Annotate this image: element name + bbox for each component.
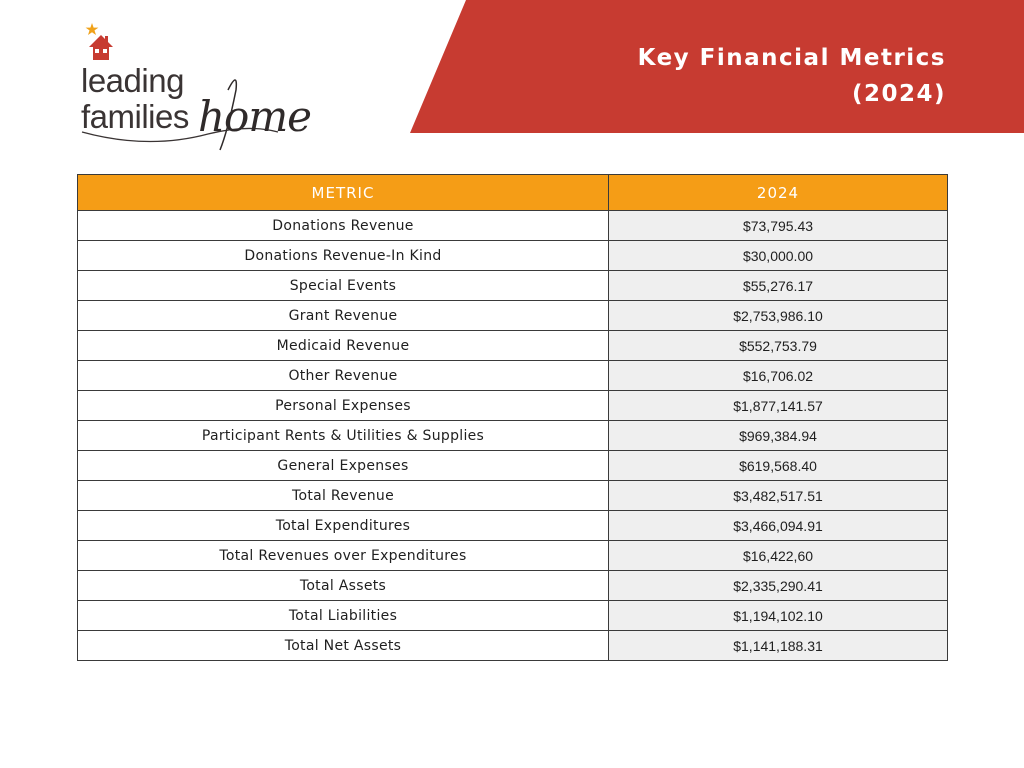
metric-cell: Donations Revenue-In Kind	[78, 241, 609, 271]
table-header-row	[78, 175, 948, 211]
table-row	[78, 601, 948, 631]
metric-cell: Other Revenue	[78, 361, 609, 391]
value-cell: $3,466,094.91	[609, 511, 948, 541]
table-row	[78, 421, 948, 451]
table-row	[78, 211, 948, 241]
value-cell: $969,384.94	[609, 421, 948, 451]
table-row	[78, 511, 948, 541]
value-cell: $16,422,60	[609, 541, 948, 571]
table-row	[78, 301, 948, 331]
page-title	[638, 40, 946, 112]
metric-cell: Medicaid Revenue	[78, 331, 609, 361]
house-icon	[89, 35, 113, 60]
value-cell: $1,194,102.10	[609, 601, 948, 631]
metric-cell: Total Assets	[78, 571, 609, 601]
metric-cell: Participant Rents & Utilities & Supplies	[78, 421, 609, 451]
table-row	[78, 571, 948, 601]
metric-cell: Total Expenditures	[78, 511, 609, 541]
metric-cell: General Expenses	[78, 451, 609, 481]
value-cell: $619,568.40	[609, 451, 948, 481]
table-row	[78, 331, 948, 361]
metric-cell: Total Net Assets	[78, 631, 609, 661]
table-row	[78, 631, 948, 661]
star-icon	[86, 23, 99, 35]
metric-cell: Total Liabilities	[78, 601, 609, 631]
table-row	[78, 391, 948, 421]
logo-text-line2: families	[81, 98, 189, 135]
value-cell: $3,482,517.51	[609, 481, 948, 511]
table-row	[78, 451, 948, 481]
page-title-line2: (2024)	[851, 81, 946, 107]
metric-cell: Personal Expenses	[78, 391, 609, 421]
column-header-metric: METRIC	[78, 175, 609, 211]
organization-logo	[78, 20, 318, 160]
financial-metrics-table	[77, 174, 948, 661]
metric-cell: Grant Revenue	[78, 301, 609, 331]
metric-cell: Total Revenues over Expenditures	[78, 541, 609, 571]
value-cell: $552,753.79	[609, 331, 948, 361]
table-row	[78, 541, 948, 571]
value-cell: $73,795.43	[609, 211, 948, 241]
value-cell: $16,706.02	[609, 361, 948, 391]
value-cell: $1,877,141.57	[609, 391, 948, 421]
metric-cell: Donations Revenue	[78, 211, 609, 241]
value-cell: $2,753,986.10	[609, 301, 948, 331]
table-row	[78, 481, 948, 511]
table-row	[78, 241, 948, 271]
value-cell: $55,276.17	[609, 271, 948, 301]
column-header-year: 2024	[609, 175, 948, 211]
value-cell: $1,141,188.31	[609, 631, 948, 661]
table-row	[78, 271, 948, 301]
metric-cell: Total Revenue	[78, 481, 609, 511]
value-cell: $30,000.00	[609, 241, 948, 271]
logo-script-text: home	[198, 92, 312, 141]
value-cell: $2,335,290.41	[609, 571, 948, 601]
metric-cell: Special Events	[78, 271, 609, 301]
page-title-line1: Key Financial Metrics	[637, 45, 946, 71]
logo-text-line1: leading	[81, 62, 184, 99]
table-row	[78, 361, 948, 391]
